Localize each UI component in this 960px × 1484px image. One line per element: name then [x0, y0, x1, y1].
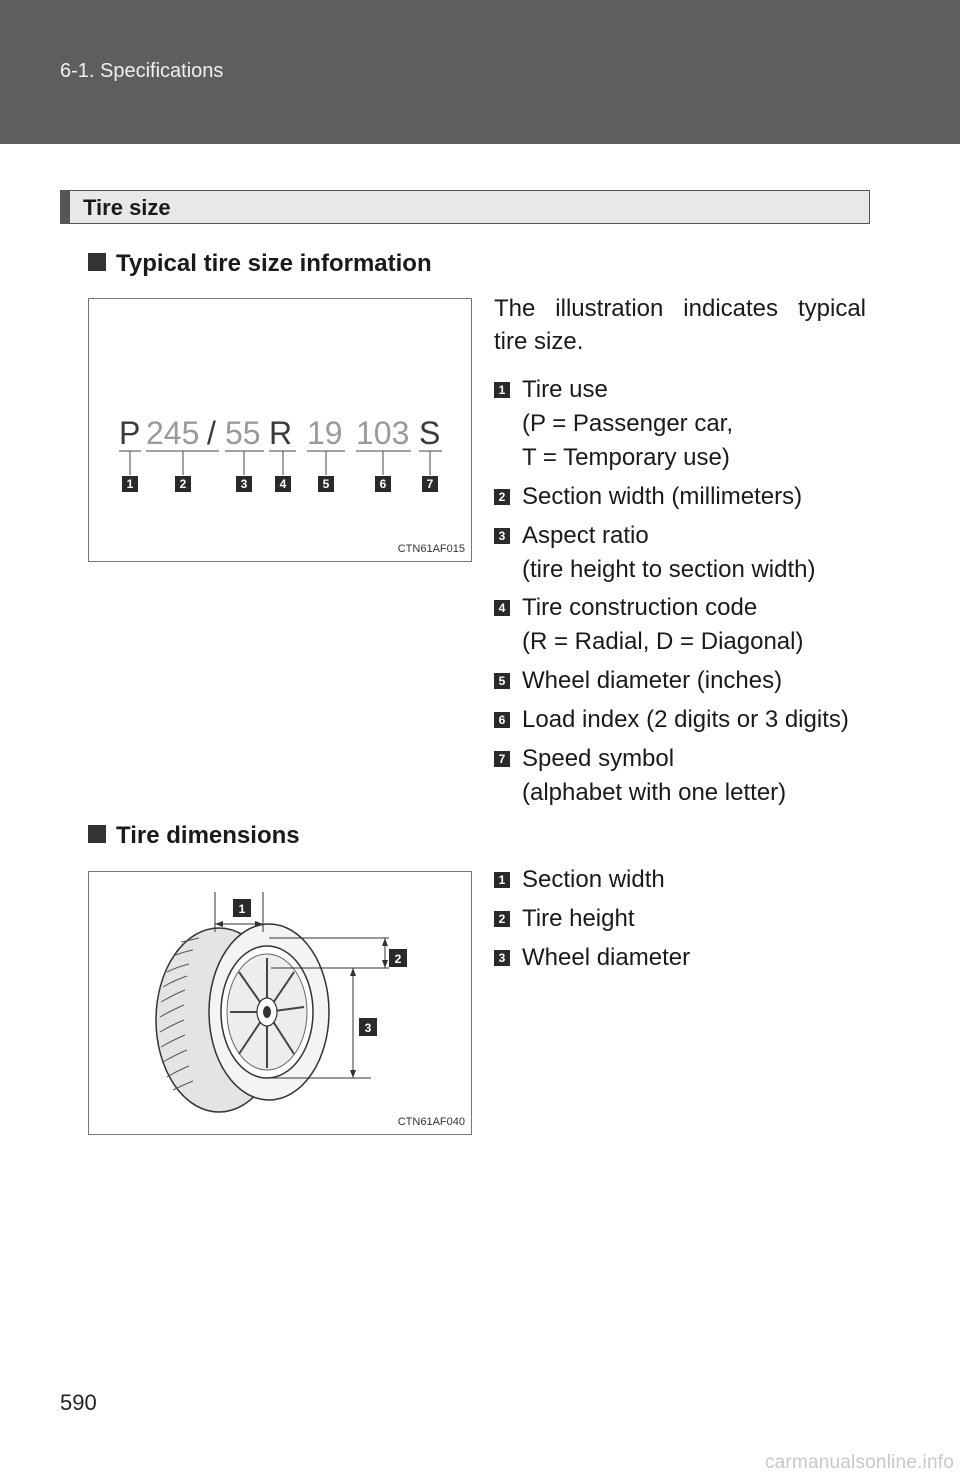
number-badge: 2: [494, 911, 510, 927]
dimensions-heading-text: Tire dimensions: [116, 822, 300, 849]
number-badge: 1: [494, 872, 510, 888]
number-badge: 3: [494, 528, 510, 544]
item-text: Tire use: [522, 376, 608, 403]
callout-1: 1: [126, 477, 134, 491]
code-part-19: 19: [307, 415, 343, 451]
watermark: carmanualsonline.info: [764, 1452, 954, 1473]
code-part-55: 55: [225, 415, 261, 451]
callout-7: 7: [426, 477, 434, 491]
page-header: [0, 0, 960, 144]
code-part-103: 103: [356, 415, 410, 451]
item-text: Section width (millimeters): [522, 483, 803, 510]
square-bullet-icon: [88, 253, 106, 271]
dim-callout-2: 2: [394, 952, 402, 966]
tire-dimensions-illustration: [89, 872, 471, 1134]
item-text: Load index (2 digits or 3 digits): [522, 706, 849, 733]
tire-dimensions-figure: [88, 871, 472, 1135]
tire-size-illustration: [89, 299, 471, 561]
chapter-title: 6-1. Specifications: [60, 60, 224, 82]
typical-heading: [88, 250, 432, 278]
code-part-r: R: [269, 415, 293, 451]
tire-size-figure: [88, 298, 472, 562]
figure-code: CTN61AF015: [397, 543, 465, 555]
square-bullet-icon: [88, 825, 106, 843]
typical-heading-text: Typical tire size information: [116, 250, 432, 277]
dim-callout-1: 1: [238, 902, 246, 916]
number-badge: 4: [494, 600, 510, 616]
callout-5: 5: [322, 477, 330, 491]
code-part-slash: /: [207, 415, 216, 451]
code-part-245: 245: [146, 415, 200, 451]
number-badge: 5: [494, 673, 510, 689]
callout-6: 6: [379, 477, 387, 491]
callout-2: 2: [179, 477, 187, 491]
number-badge: 7: [494, 751, 510, 767]
intro-line-1: The illustration indicates typical: [494, 295, 866, 322]
callout-3: 3: [240, 477, 248, 491]
item-text: T = Temporary use): [522, 444, 730, 471]
figure-code: CTN61AF040: [397, 1116, 465, 1128]
number-badge: 1: [494, 382, 510, 398]
item-text: Section width: [522, 866, 665, 893]
intro-line-2: tire size.: [494, 328, 584, 355]
number-badge: 3: [494, 950, 510, 966]
item-text: (R = Radial, D = Diagonal): [522, 628, 804, 655]
page-number: 590: [60, 1390, 97, 1415]
number-badge: 6: [494, 712, 510, 728]
number-badge: 2: [494, 489, 510, 505]
code-part-s: S: [419, 415, 441, 451]
section-title-bar: [60, 190, 870, 224]
item-text: Speed symbol: [522, 745, 675, 772]
item-text: (P = Passenger car,: [522, 410, 734, 437]
item-text: Wheel diameter (inches): [522, 667, 783, 694]
item-text: (alphabet with one letter): [522, 779, 787, 806]
item-text: Tire height: [522, 905, 635, 932]
item-text: Tire construction code: [522, 594, 758, 621]
item-text: Aspect ratio: [522, 522, 649, 549]
code-part-p: P: [119, 415, 141, 451]
section-title: Tire size: [83, 195, 171, 220]
dimensions-heading: [88, 822, 300, 850]
item-text: Wheel diameter: [522, 944, 691, 971]
callout-4: 4: [279, 477, 287, 491]
section-accent: [61, 191, 70, 223]
item-text: (tire height to section width): [522, 556, 816, 583]
dim-callout-3: 3: [364, 1021, 372, 1035]
